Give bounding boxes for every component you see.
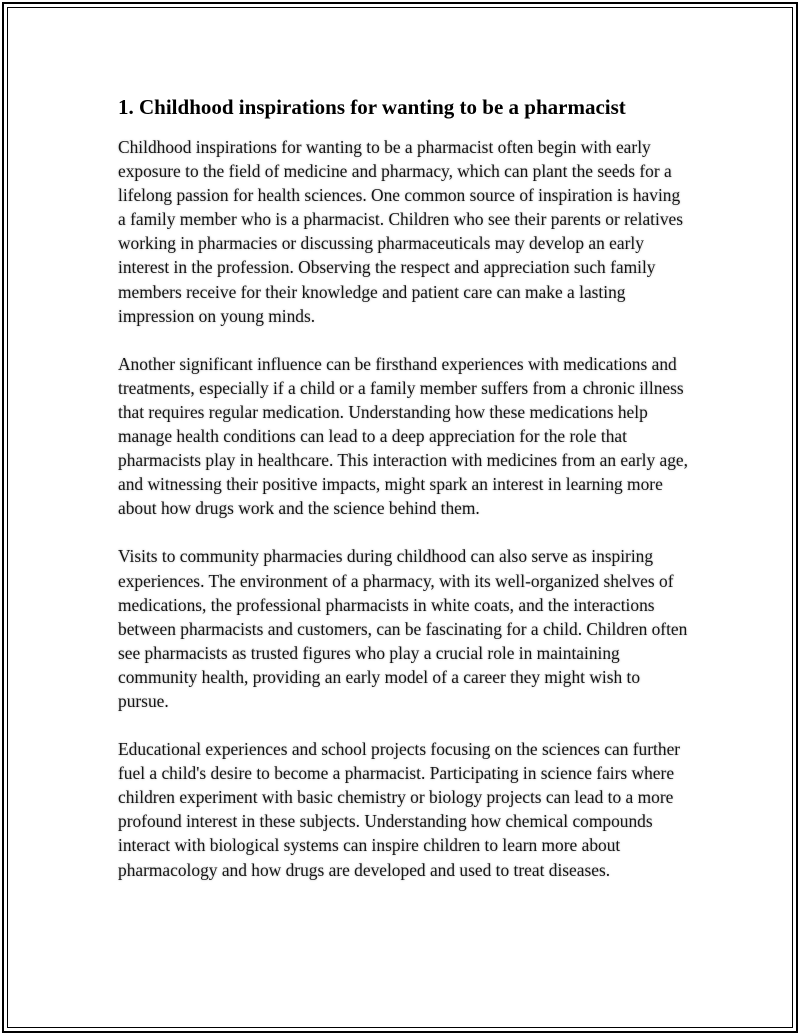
document-body xyxy=(118,94,690,906)
paragraph-4: Educational experiences and school projects focusing on the sciences can further fuel a child's desire to become a pharmacist. Participating in science fairs where children experiment with basic chemistry or biology projects can lead to a more profound interest in these subjects. Understanding how chemical compounds interact with biological systems can inspire children to learn more about pharmacology and how drugs are developed and used to treat diseases. xyxy=(118,739,681,880)
paragraph-2: Another significant influence can be firsthand experiences with medications and treatments, especially if a child or a family member suffers from a chronic illness that requires regular medication. Understanding how these medications help manage health conditions can lead to a deep appreciation for the role that pharmacists play in healthcare. This interaction with medicines from an early age, and witnessing their positive impacts, might spark an interest in learning more about how drugs work and the science behind them. xyxy=(118,353,688,519)
section-heading: 1. Childhood inspirations for wanting to be a pharmacist xyxy=(118,95,626,119)
paragraph-3: Visits to community pharmacies during childhood can also serve as inspiring experiences. The environment of a pharmacy, with its well-organized shelves of medications, the professional pharmacists in white coats, and the interactions between pharmacists and customers, can be fascinating for a child. Children often see pharmacists as trusted figures who play a crucial role in maintaining community health, providing an early model of a career they might wish to pursue. xyxy=(118,546,688,711)
paragraph-1: Childhood inspirations for wanting to be a pharmacist often begin with early exposure to the field of medicine and pharmacy, which can plant the seeds for a lifelong passion for health sciences. One common source of inspiration is having a family member who is a pharmacist. Children who see their parents or relatives working in pharmacies or discussing pharmaceuticals may develop an early interest in the profession. Observing the respect and appreciation such family members receive for their knowledge and patient care can make a lasting impression on young minds. xyxy=(118,137,684,326)
